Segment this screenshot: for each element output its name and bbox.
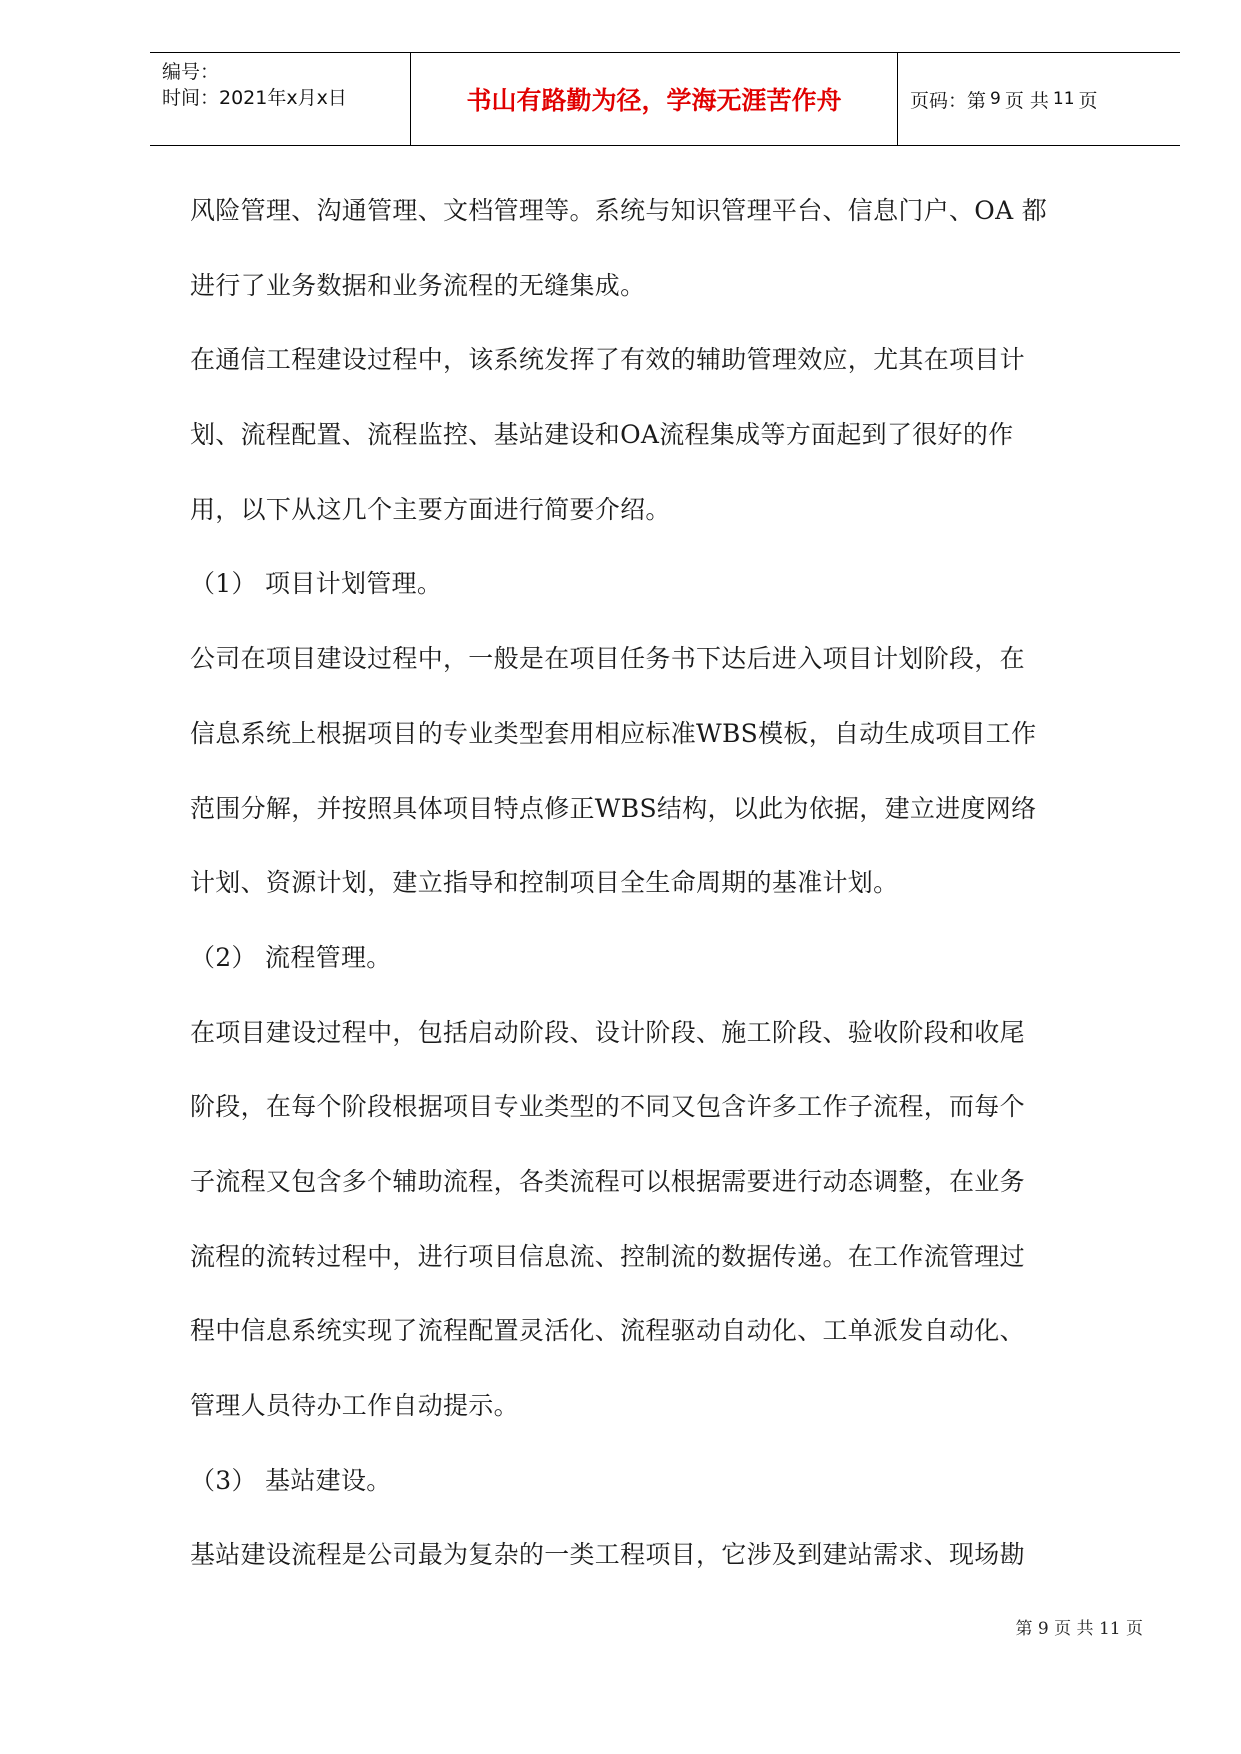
body-line: （3） 基站建设。 <box>190 1465 392 1495</box>
body-line: （1） 项目计划管理。 <box>190 569 443 599</box>
body-line: 风险管理、沟通管理、文档管理等。系统与知识管理平台、信息门户、OA 都 <box>190 196 1047 225</box>
body-line: 在通信工程建设过程中，该系统发挥了有效的辅助管理效应，尤其在项目计 <box>190 345 1025 375</box>
document-body <box>190 178 1150 1597</box>
body-line: 程中信息系统实现了流程配置灵活化、流程驱动自动化、工单派发自动化、 <box>190 1316 1025 1346</box>
body-line: 范围分解，并按照具体项目特点修正WBS结构，以此为依据，建立进度网络 <box>190 793 1037 823</box>
body-line: 信息系统上根据项目的专业类型套用相应标准WBS模板，自动生成项目工作 <box>190 718 1037 748</box>
body-line: 用，以下从这几个主要方面进行简要介绍。 <box>190 494 671 524</box>
header-motto <box>410 53 898 145</box>
document-number-label: 编号： <box>162 61 220 83</box>
body-line: 计划、资源计划，建立指导和控制项目全生命周期的基准计划。 <box>190 868 899 898</box>
body-line: 划、流程配置、流程监控、基站建设和OA流程集成等方面起到了很好的作 <box>190 420 1014 450</box>
header-meta <box>150 53 410 145</box>
body-line: 基站建设流程是公司最为复杂的一类工程项目，它涉及到建站需求、现场勘 <box>190 1540 1025 1570</box>
body-line: 进行了业务数据和业务流程的无缝集成。 <box>190 270 646 300</box>
page-footer: 第 9 页 共 11 页 <box>1015 1619 1143 1639</box>
body-line: 公司在项目建设过程中，一般是在项目任务书下达后进入项目计划阶段，在 <box>190 644 1025 674</box>
body-line: 阶段，在每个阶段根据项目专业类型的不同又包含许多工作子流程，而每个 <box>190 1092 1025 1122</box>
page-total: 11 <box>1052 89 1075 109</box>
body-line: 管理人员待办工作自动提示。 <box>190 1391 519 1420</box>
header-page-indicator <box>898 53 1180 145</box>
body-line: 子流程又包含多个辅助流程，各类流程可以根据需要进行动态调整，在业务 <box>190 1166 1025 1196</box>
document-time-label: 时间：2021年x月x日 <box>162 87 347 109</box>
page-current: 9 <box>990 89 1001 109</box>
body-line: （2） 流程管理。 <box>190 942 392 972</box>
page-prefix: 页码：第 <box>910 89 987 112</box>
body-line: 流程的流转过程中，进行项目信息流、控制流的数据传递。在工作流管理过 <box>190 1241 1025 1271</box>
page-suffix: 页 <box>1078 89 1098 112</box>
body-line: 在项目建设过程中，包括启动阶段、设计阶段、施工阶段、验收阶段和收尾 <box>190 1017 1025 1047</box>
motto-text: 书山有路勤为径，学海无涯苦作舟 <box>466 86 842 115</box>
page-header <box>150 52 1180 146</box>
page-mid: 页 共 <box>1004 89 1049 112</box>
